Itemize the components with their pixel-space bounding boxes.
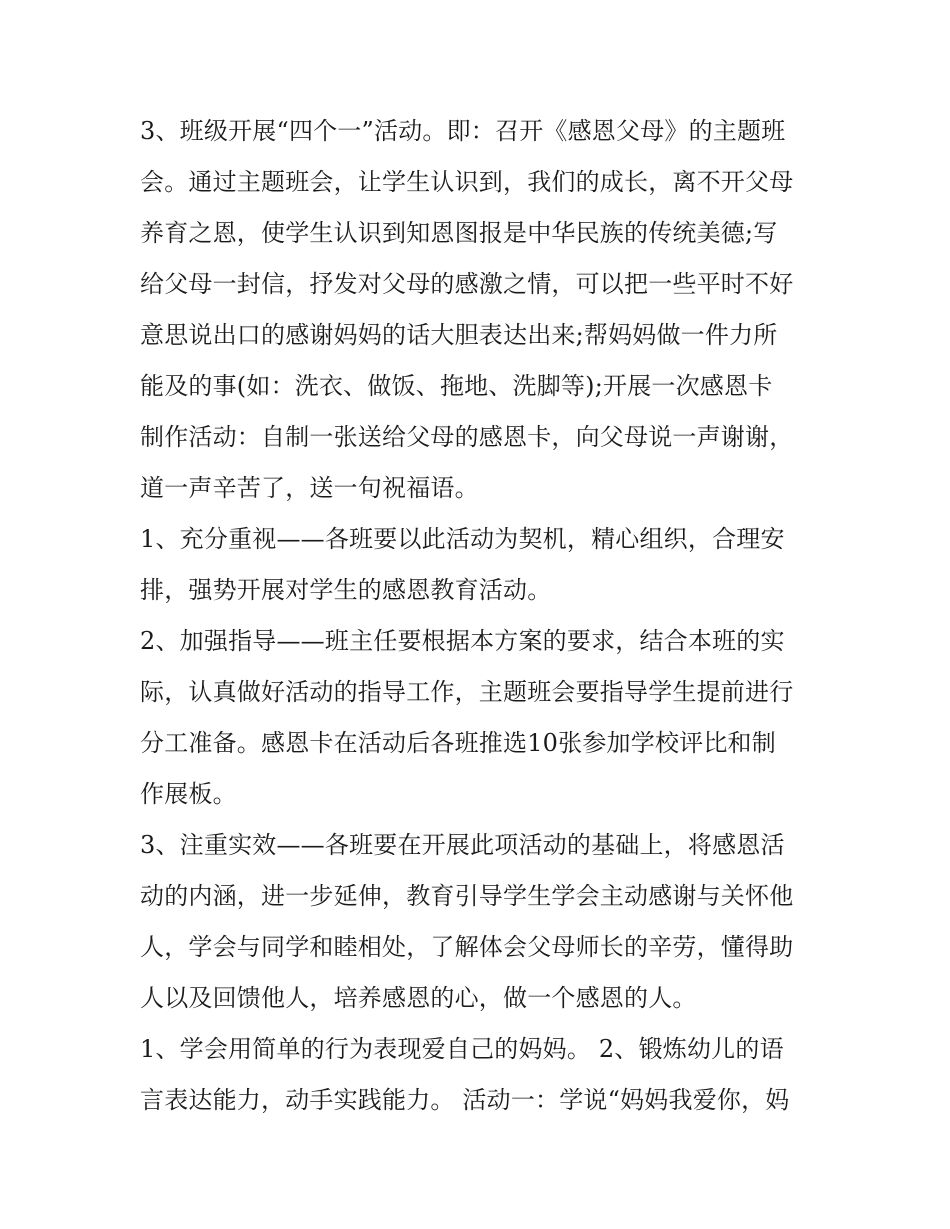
text-line: 际，认真做好活动的指导工作，主题班会要指导学生提前进行 <box>140 678 794 706</box>
text-line: 分工准备。感恩卡在活动后各班推选10张参加学校评比和制 <box>140 729 776 757</box>
document-body <box>140 106 820 1126</box>
text-line: 3、班级开展“四个一”活动。即：召开《感恩父母》的主题班 <box>140 117 786 145</box>
text-line: 能及的事(如：洗衣、做饭、拖地、洗脚等);开展一次感恩卡 <box>140 372 773 400</box>
text-line: 养育之恩，使学生认识到知恩图报是中华民族的传统美德;写 <box>140 219 778 247</box>
text-line: 人，学会与同学和睦相处，了解体会父母师长的辛劳，懂得助 <box>140 933 794 961</box>
text-line: 意思说出口的感谢妈妈的话大胆表达出来;帮妈妈做一件力所 <box>140 321 778 349</box>
text-line: 道一声辛苦了，送一句祝福语。 <box>140 474 479 502</box>
text-line: 动的内涵，进一步延伸，教育引导学生学会主动感谢与关怀他 <box>140 882 794 910</box>
text-line: 制作活动：自制一张送给父母的感恩卡，向父母说一声谢谢， <box>140 423 794 451</box>
text-line: 1、充分重视——各班要以此活动为契机，精心组织，合理安 <box>140 525 785 553</box>
text-line: 给父母一封信，抒发对父母的感激之情，可以把一些平时不好 <box>140 270 794 298</box>
text-line: 言表达能力，动手实践能力。 活动一：学说“妈妈我爱你，妈 <box>140 1086 790 1114</box>
text-line: 2、加强指导——班主任要根据本方案的要求，结合本班的实 <box>140 627 785 655</box>
text-line: 3、注重实效——各班要在开展此项活动的基础上，将感恩活 <box>140 831 785 859</box>
text-line: 会。通过主题班会，让学生认识到，我们的成长，离不开父母 <box>140 168 794 196</box>
text-line: 人以及回馈他人，培养感恩的心，做一个感恩的人。 <box>140 984 697 1012</box>
text-line: 1、学会用简单的行为表现爱自己的妈妈。 2、锻炼幼儿的语 <box>140 1035 784 1063</box>
text-line: 排，强势开展对学生的感恩教育活动。 <box>140 576 552 604</box>
text-line: 作展板。 <box>140 780 237 808</box>
